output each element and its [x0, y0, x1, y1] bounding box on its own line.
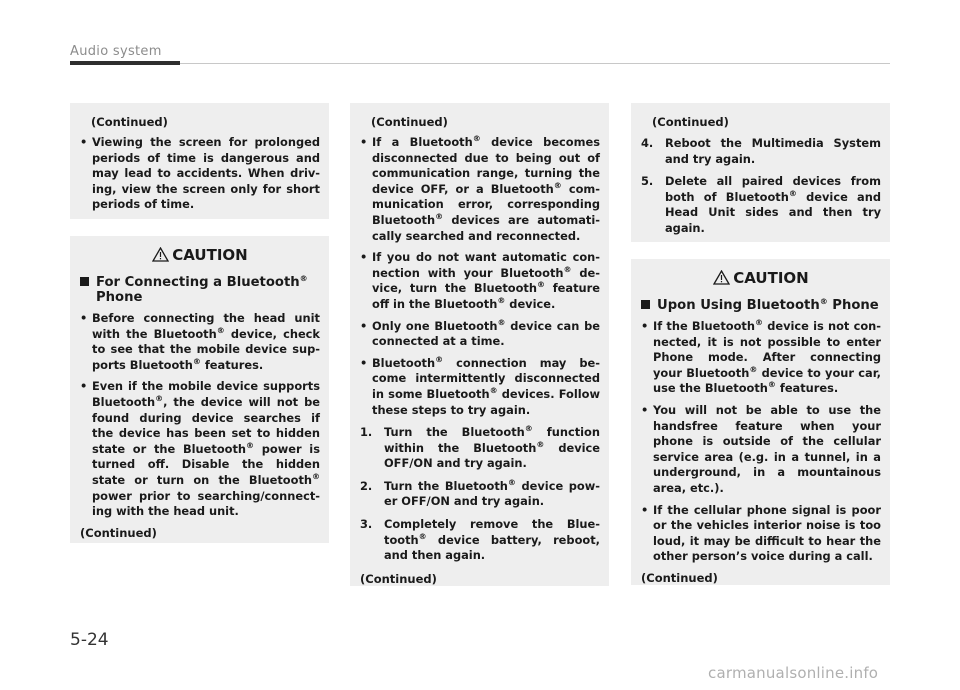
list-item: • Viewing the screen for prolonged periods of time is dangerous and may lead to accidents. When driv-ing, view the screen only for short periods of time. [80, 135, 320, 213]
bullet-list [80, 135, 320, 213]
warning-triangle-icon [713, 270, 730, 290]
list-item: 3. Completely remove the Blue-tooth® device battery, reboot, and then again. [360, 517, 600, 563]
page-number: 5-24 [70, 630, 109, 650]
list-item: • Even if the mobile device supports Bluetooth®, the device will not be found during device searches if the device has been set to hidden state or the Bluetooth® power is turned off. Disable the hidden state or turn on the Bluetooth® power prior to searching/connect-ing with the head unit. [80, 379, 320, 519]
header-accent-bar [70, 61, 180, 65]
numbered-list [360, 425, 600, 564]
list-item: • Before connecting the head unit with the Bluetooth® device, check to see that the mobile device sup-ports Bluetooth® features. [80, 311, 320, 373]
col2-note-box [350, 103, 609, 586]
list-item: 4. Reboot the Multimedia System and try again. [641, 136, 881, 166]
square-bullet-icon [641, 300, 650, 309]
list-item: • If the Bluetooth® device is not con-nected, it is not possible to enter Phone mode. After connecting your Bluetooth® device to your car, use the Bluetooth® features. [641, 319, 881, 397]
list-item: 2. Turn the Bluetooth® device pow-er OFF/ON and try again. [360, 477, 600, 509]
list-item: • If a Bluetooth® device becomes disconnected due to being out of communication range, turning the device OFF, or a Bluetooth® com-munication error, corresponding Bluetooth® devices are automati-cally searched and reconnected. [360, 135, 600, 244]
continued-label: (Continued) [641, 570, 718, 585]
square-bullet-icon [80, 277, 89, 286]
col1-note-box [70, 103, 329, 219]
col3-note-box [631, 103, 890, 242]
continued-label: (Continued) [371, 115, 448, 129]
list-item: • Only one Bluetooth® device can be connected at a time. [360, 319, 600, 350]
list-item: 1. Turn the Bluetooth® function within the Bluetooth® device OFF/ON and try again. [360, 424, 601, 471]
caution-label: CAUTION [733, 269, 809, 287]
list-item: • You will not be able to use the handsfree feature when your phone is outside of the cellular service area (e.g. in a tunnel, in a underground, in a mountainous area, etc.). [641, 403, 881, 497]
continued-label: (Continued) [652, 115, 729, 129]
header-rule [180, 63, 890, 64]
col1-caution-box [70, 236, 329, 543]
caution-label: CAUTION [172, 246, 248, 264]
col3-caution-box [631, 259, 890, 585]
continued-label: (Continued) [91, 115, 168, 129]
bullet-list [80, 311, 320, 520]
list-item: • Bluetooth® connection may be-come intermittently disconnected in some Bluetooth® devices. Follow these steps to try again. [360, 356, 600, 418]
caution-heading [80, 245, 320, 267]
subheading: Upon Using Bluetooth® Phone [641, 298, 881, 313]
warning-triangle-icon [152, 247, 169, 267]
subheading: For Connecting a Bluetooth® Phone [80, 275, 320, 305]
bullet-list [360, 135, 600, 418]
section-header: Audio system [70, 44, 162, 59]
bullet-list [641, 319, 881, 565]
continued-label: (Continued) [80, 525, 157, 540]
list-item: • If the cellular phone signal is poor or the vehicles interior noise is too loud, it may be difficult to hear the other person’s voice during a call. [641, 503, 881, 565]
numbered-list [641, 136, 881, 237]
caution-heading [641, 268, 881, 290]
list-item: • If you do not want automatic con-nection with your Bluetooth® de-vice, turn the Bluetooth® feature off in the Bluetooth® device. [360, 250, 600, 312]
list-item: 5. Delete all paired devices from both of Bluetooth® device and Head Unit sides and then try again. [641, 174, 881, 235]
continued-label: (Continued) [360, 571, 437, 586]
watermark: carmanualsonline.info [708, 664, 879, 682]
